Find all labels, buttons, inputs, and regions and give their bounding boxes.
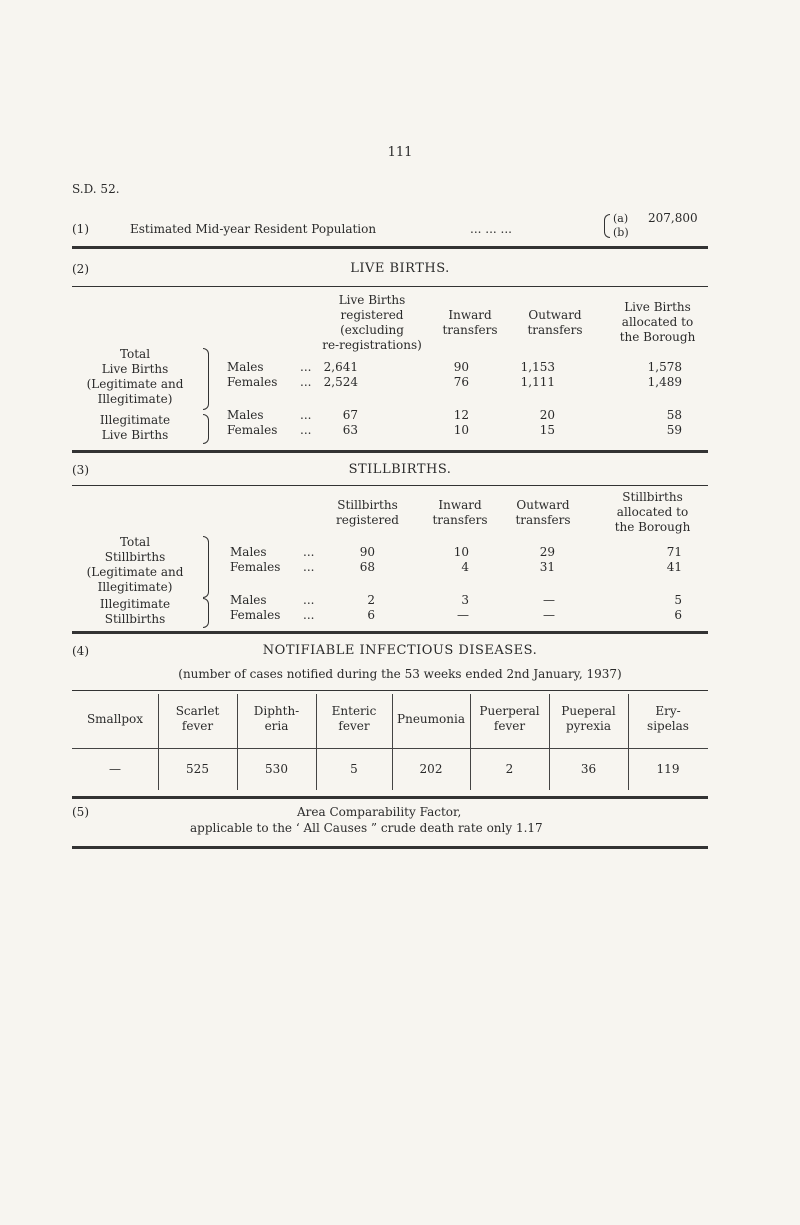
comparability-line1: Area Comparability Factor, bbox=[297, 805, 462, 819]
row-sex-label: Males bbox=[230, 593, 267, 607]
disease-header: Smallpox bbox=[86, 712, 144, 726]
row-inward: — bbox=[457, 608, 469, 622]
row-registered: 2 bbox=[367, 593, 375, 607]
diseases-subtitle: (number of cases notified during the 53 weeks ended 2nd January, 1937) bbox=[178, 667, 622, 681]
row-registered: 6 bbox=[367, 608, 375, 622]
sb-header-outward: Outward transfers bbox=[515, 498, 571, 527]
row-inward: 4 bbox=[461, 560, 469, 574]
sb-header-allocated: Stillbirths allocated to the Borough bbox=[614, 490, 691, 534]
section4-number: (4) bbox=[72, 644, 89, 658]
row-allocated: 6 bbox=[674, 608, 682, 622]
disease-count: 2 bbox=[505, 762, 514, 776]
disease-header: Pneumonia bbox=[397, 712, 465, 726]
section5-number: (5) bbox=[72, 805, 89, 819]
divider bbox=[72, 286, 708, 287]
section2-number: (2) bbox=[72, 262, 89, 276]
row-sex-label: Males bbox=[227, 360, 264, 374]
row-outward: 1,153 bbox=[520, 360, 555, 374]
disease-header: Scarlet fever bbox=[175, 704, 220, 733]
population-a-label: (a) bbox=[613, 212, 629, 225]
sb-header-inward: Inward transfers bbox=[432, 498, 488, 527]
population-a-value: 207,800 bbox=[648, 211, 698, 225]
row-leader-dots: ... bbox=[300, 423, 312, 437]
divider bbox=[72, 485, 708, 486]
lb-total-brace bbox=[203, 348, 209, 410]
row-inward: 3 bbox=[461, 593, 469, 607]
divider bbox=[72, 796, 708, 799]
lb-illegitimate-brace bbox=[203, 414, 209, 444]
disease-count: 530 bbox=[265, 762, 288, 776]
row-leader-dots: ... bbox=[303, 560, 315, 574]
page-number: 111 bbox=[387, 145, 413, 160]
table-column-divider bbox=[470, 694, 471, 790]
disease-header: Puerperal fever bbox=[479, 704, 540, 733]
lb-header-allocated: Live Births allocated to the Borough bbox=[619, 300, 696, 344]
row-sex-label: Females bbox=[230, 560, 281, 574]
lb-header-registered: Live Births registered (excluding re-registrations) bbox=[322, 293, 422, 352]
live-births-title: LIVE BIRTHS. bbox=[350, 261, 450, 276]
table-column-divider bbox=[628, 694, 629, 790]
disease-count: 5 bbox=[350, 762, 358, 776]
row-registered: 68 bbox=[359, 560, 375, 574]
divider bbox=[72, 690, 708, 691]
disease-header: Ery- sipelas bbox=[647, 704, 689, 733]
row-leader-dots: ... bbox=[303, 608, 315, 622]
table-column-divider bbox=[549, 694, 550, 790]
row-inward: 90 bbox=[453, 360, 469, 374]
population-dots: ... ... ... bbox=[470, 222, 512, 236]
section3-number: (3) bbox=[72, 463, 89, 477]
row-registered: 2,641 bbox=[323, 360, 358, 374]
row-sex-label: Males bbox=[227, 408, 264, 422]
disease-count: 36 bbox=[580, 762, 597, 776]
row-inward: 12 bbox=[453, 408, 469, 422]
divider bbox=[72, 246, 708, 249]
row-allocated: 71 bbox=[666, 545, 682, 559]
table-column-divider bbox=[392, 694, 393, 790]
row-leader-dots: ... bbox=[300, 360, 312, 374]
row-outward: — bbox=[543, 593, 555, 607]
comparability-line2: applicable to the ‘ All Causes ” crude death rate only 1.17 bbox=[190, 821, 543, 835]
sb-header-registered: Stillbirths registered bbox=[336, 498, 399, 527]
sb-total-brace bbox=[203, 536, 209, 598]
row-registered: 63 bbox=[342, 423, 358, 437]
row-sex-label: Females bbox=[227, 423, 278, 437]
row-sex-label: Males bbox=[230, 545, 267, 559]
row-outward: 1,111 bbox=[520, 375, 555, 389]
row-registered: 67 bbox=[342, 408, 358, 422]
sb-total-label: Total Stillbirths (Legitimate and Illegitimate) bbox=[86, 535, 184, 594]
row-inward: 10 bbox=[453, 545, 469, 559]
lb-header-inward: Inward transfers bbox=[442, 308, 498, 337]
row-allocated: 58 bbox=[666, 408, 682, 422]
row-leader-dots: ... bbox=[303, 545, 315, 559]
table-column-divider bbox=[158, 694, 159, 790]
row-registered: 2,524 bbox=[323, 375, 358, 389]
disease-header: Pueperal pyrexia bbox=[561, 704, 616, 733]
divider bbox=[72, 846, 708, 849]
sb-illegitimate-brace bbox=[203, 598, 209, 628]
row-allocated: 59 bbox=[666, 423, 682, 437]
stillbirths-title: STILLBIRTHS. bbox=[348, 462, 452, 477]
population-label: Estimated Mid-year Resident Population bbox=[130, 222, 377, 236]
disease-count: 202 bbox=[419, 762, 443, 776]
population-brace bbox=[604, 214, 610, 238]
document-reference: S.D. 52. bbox=[72, 182, 120, 196]
row-inward: 10 bbox=[453, 423, 469, 437]
table-column-divider bbox=[316, 694, 317, 790]
row-outward: 31 bbox=[539, 560, 555, 574]
divider bbox=[72, 450, 708, 453]
row-allocated: 1,489 bbox=[647, 375, 682, 389]
disease-count: 119 bbox=[656, 762, 680, 776]
disease-count: — bbox=[109, 762, 121, 776]
sb-illegitimate-label: Illegitimate Stillbirths bbox=[99, 597, 171, 626]
row-outward: 29 bbox=[539, 545, 555, 559]
row-inward: 76 bbox=[453, 375, 469, 389]
row-sex-label: Females bbox=[227, 375, 278, 389]
table-row-divider bbox=[72, 748, 708, 749]
lb-illegitimate-label: Illegitimate Live Births bbox=[99, 413, 171, 442]
row-sex-label: Females bbox=[230, 608, 281, 622]
row-allocated: 1,578 bbox=[647, 360, 682, 374]
disease-header: Diphth- eria bbox=[253, 704, 300, 733]
row-outward: 20 bbox=[539, 408, 555, 422]
row-outward: — bbox=[543, 608, 555, 622]
population-b-label: (b) bbox=[613, 226, 629, 239]
row-leader-dots: ... bbox=[303, 593, 315, 607]
row-leader-dots: ... bbox=[300, 408, 312, 422]
lb-total-label: Total Live Births (Legitimate and Illegitimate) bbox=[86, 347, 184, 406]
lb-header-outward: Outward transfers bbox=[527, 308, 583, 337]
table-column-divider bbox=[237, 694, 238, 790]
section1-number: (1) bbox=[72, 222, 89, 236]
row-outward: 15 bbox=[539, 423, 555, 437]
row-registered: 90 bbox=[359, 545, 375, 559]
row-allocated: 41 bbox=[666, 560, 682, 574]
disease-header: Enteric fever bbox=[331, 704, 377, 733]
diseases-title: NOTIFIABLE INFECTIOUS DISEASES. bbox=[262, 643, 538, 658]
disease-count: 525 bbox=[186, 762, 209, 776]
row-leader-dots: ... bbox=[300, 375, 312, 389]
row-allocated: 5 bbox=[674, 593, 682, 607]
divider bbox=[72, 631, 708, 634]
